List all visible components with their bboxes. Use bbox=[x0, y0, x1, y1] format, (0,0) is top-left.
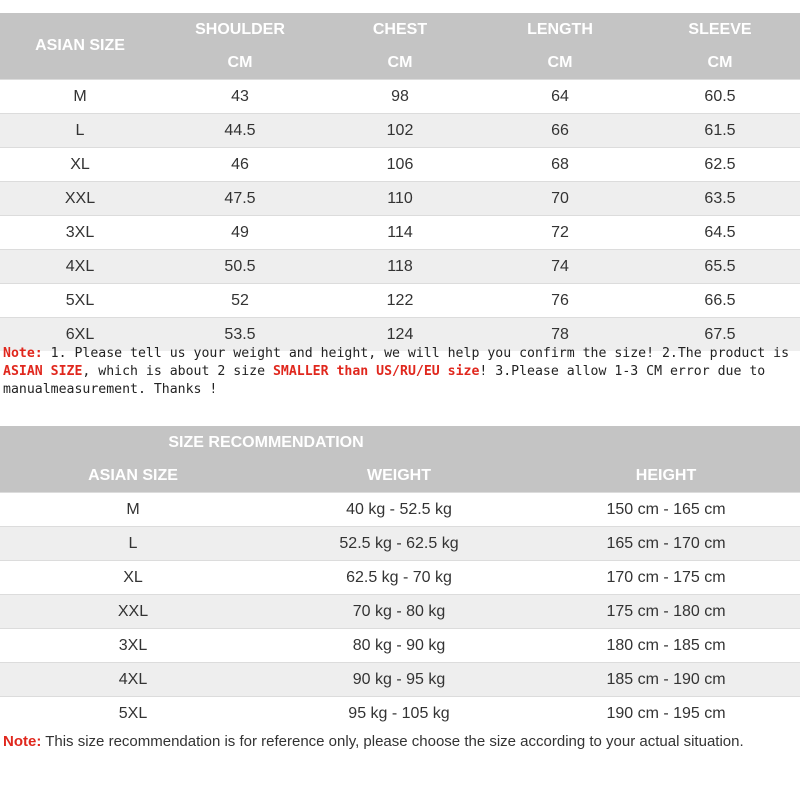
height-cell: 175 cm - 180 cm bbox=[532, 595, 800, 629]
shoulder-cell: 53.5 bbox=[160, 318, 320, 352]
length-cell: 64 bbox=[480, 80, 640, 114]
chest-cell: 124 bbox=[320, 318, 480, 352]
recommendation-title-row bbox=[0, 426, 800, 459]
table-row bbox=[0, 561, 800, 595]
size-cell: 5XL bbox=[0, 697, 266, 731]
size-chart-header-shoulder-unit: CM bbox=[160, 46, 320, 80]
shoulder-cell: 47.5 bbox=[160, 182, 320, 216]
chest-cell: 102 bbox=[320, 114, 480, 148]
size-cell: 3XL bbox=[0, 629, 266, 663]
size-chart-header-length: LENGTH bbox=[480, 13, 640, 46]
size-chart-table bbox=[0, 13, 800, 351]
size-cell: 5XL bbox=[0, 284, 160, 318]
table-row bbox=[0, 663, 800, 697]
height-cell: 170 cm - 175 cm bbox=[532, 561, 800, 595]
table-row bbox=[0, 629, 800, 663]
sleeve-cell: 63.5 bbox=[640, 182, 800, 216]
measurement-note bbox=[3, 345, 797, 399]
size-cell: 6XL bbox=[0, 318, 160, 352]
length-cell: 70 bbox=[480, 182, 640, 216]
note-text: , which is about 2 size bbox=[82, 364, 273, 379]
sleeve-cell: 67.5 bbox=[640, 318, 800, 352]
length-cell: 78 bbox=[480, 318, 640, 352]
size-cell: M bbox=[0, 493, 266, 527]
length-cell: 74 bbox=[480, 250, 640, 284]
note-text: ! 3.Please allow 1-3 CM error due to manualmeasurement. Thanks ! bbox=[3, 364, 766, 397]
size-cell: XXL bbox=[0, 595, 266, 629]
table-row bbox=[0, 595, 800, 629]
recommendation-title-spacer bbox=[532, 426, 800, 459]
recommendation-header-weight: WEIGHT bbox=[266, 459, 532, 493]
height-cell: 185 cm - 190 cm bbox=[532, 663, 800, 697]
size-chart-header-row-1 bbox=[0, 13, 800, 46]
table-row bbox=[0, 697, 800, 731]
table-row bbox=[0, 216, 800, 250]
size-cell: L bbox=[0, 527, 266, 561]
length-cell: 68 bbox=[480, 148, 640, 182]
chest-cell: 114 bbox=[320, 216, 480, 250]
sleeve-cell: 62.5 bbox=[640, 148, 800, 182]
size-cell: 4XL bbox=[0, 663, 266, 697]
size-chart-header-asian-size: ASIAN SIZE bbox=[0, 13, 160, 80]
shoulder-cell: 43 bbox=[160, 80, 320, 114]
height-cell: 190 cm - 195 cm bbox=[532, 697, 800, 731]
size-cell: XXL bbox=[0, 182, 160, 216]
weight-cell: 70 kg - 80 kg bbox=[266, 595, 532, 629]
sleeve-cell: 66.5 bbox=[640, 284, 800, 318]
shoulder-cell: 52 bbox=[160, 284, 320, 318]
asian-size-highlight: ASIAN SIZE bbox=[3, 364, 83, 379]
size-chart-header-sleeve-unit: CM bbox=[640, 46, 800, 80]
chest-cell: 122 bbox=[320, 284, 480, 318]
table-row bbox=[0, 148, 800, 182]
size-recommendation-table bbox=[0, 426, 800, 730]
table-row bbox=[0, 493, 800, 527]
shoulder-cell: 46 bbox=[160, 148, 320, 182]
table-row bbox=[0, 182, 800, 216]
weight-cell: 95 kg - 105 kg bbox=[266, 697, 532, 731]
chest-cell: 106 bbox=[320, 148, 480, 182]
recommendation-title: SIZE RECOMMENDATION bbox=[0, 426, 532, 459]
weight-cell: 40 kg - 52.5 kg bbox=[266, 493, 532, 527]
table-row bbox=[0, 284, 800, 318]
sleeve-cell: 61.5 bbox=[640, 114, 800, 148]
size-chart-header-sleeve: SLEEVE bbox=[640, 13, 800, 46]
recommendation-header-asian-size: ASIAN SIZE bbox=[0, 459, 266, 493]
size-chart-header-shoulder: SHOULDER bbox=[160, 13, 320, 46]
size-cell: XL bbox=[0, 148, 160, 182]
weight-cell: 62.5 kg - 70 kg bbox=[266, 561, 532, 595]
height-cell: 150 cm - 165 cm bbox=[532, 493, 800, 527]
length-cell: 66 bbox=[480, 114, 640, 148]
recommendation-header-height: HEIGHT bbox=[532, 459, 800, 493]
size-chart-header-chest-unit: CM bbox=[320, 46, 480, 80]
recommendation-note bbox=[3, 731, 783, 752]
chest-cell: 118 bbox=[320, 250, 480, 284]
size-chart-header-chest: CHEST bbox=[320, 13, 480, 46]
length-cell: 76 bbox=[480, 284, 640, 318]
size-cell: 4XL bbox=[0, 250, 160, 284]
height-cell: 165 cm - 170 cm bbox=[532, 527, 800, 561]
size-cell: M bbox=[0, 80, 160, 114]
shoulder-cell: 49 bbox=[160, 216, 320, 250]
table-row bbox=[0, 250, 800, 284]
size-chart-header-length-unit: CM bbox=[480, 46, 640, 80]
chest-cell: 98 bbox=[320, 80, 480, 114]
note-text: 1. Please tell us your weight and height, we will help you confirm the size! 2.The product is bbox=[42, 346, 790, 361]
size-cell: L bbox=[0, 114, 160, 148]
shoulder-cell: 50.5 bbox=[160, 250, 320, 284]
sleeve-cell: 60.5 bbox=[640, 80, 800, 114]
shoulder-cell: 44.5 bbox=[160, 114, 320, 148]
height-cell: 180 cm - 185 cm bbox=[532, 629, 800, 663]
sleeve-cell: 65.5 bbox=[640, 250, 800, 284]
weight-cell: 80 kg - 90 kg bbox=[266, 629, 532, 663]
size-cell: 3XL bbox=[0, 216, 160, 250]
table-row bbox=[0, 527, 800, 561]
table-row bbox=[0, 80, 800, 114]
weight-cell: 90 kg - 95 kg bbox=[266, 663, 532, 697]
note-text: This size recommendation is for reference only, please choose the size according to your actual situation. bbox=[41, 733, 744, 750]
note-label: Note: bbox=[3, 733, 42, 750]
weight-cell: 52.5 kg - 62.5 kg bbox=[266, 527, 532, 561]
note-label: Note: bbox=[3, 346, 43, 361]
sleeve-cell: 64.5 bbox=[640, 216, 800, 250]
recommendation-header-row bbox=[0, 459, 800, 493]
table-row bbox=[0, 114, 800, 148]
chest-cell: 110 bbox=[320, 182, 480, 216]
smaller-highlight: SMALLER than US/RU/EU size bbox=[272, 364, 480, 379]
length-cell: 72 bbox=[480, 216, 640, 250]
size-cell: XL bbox=[0, 561, 266, 595]
